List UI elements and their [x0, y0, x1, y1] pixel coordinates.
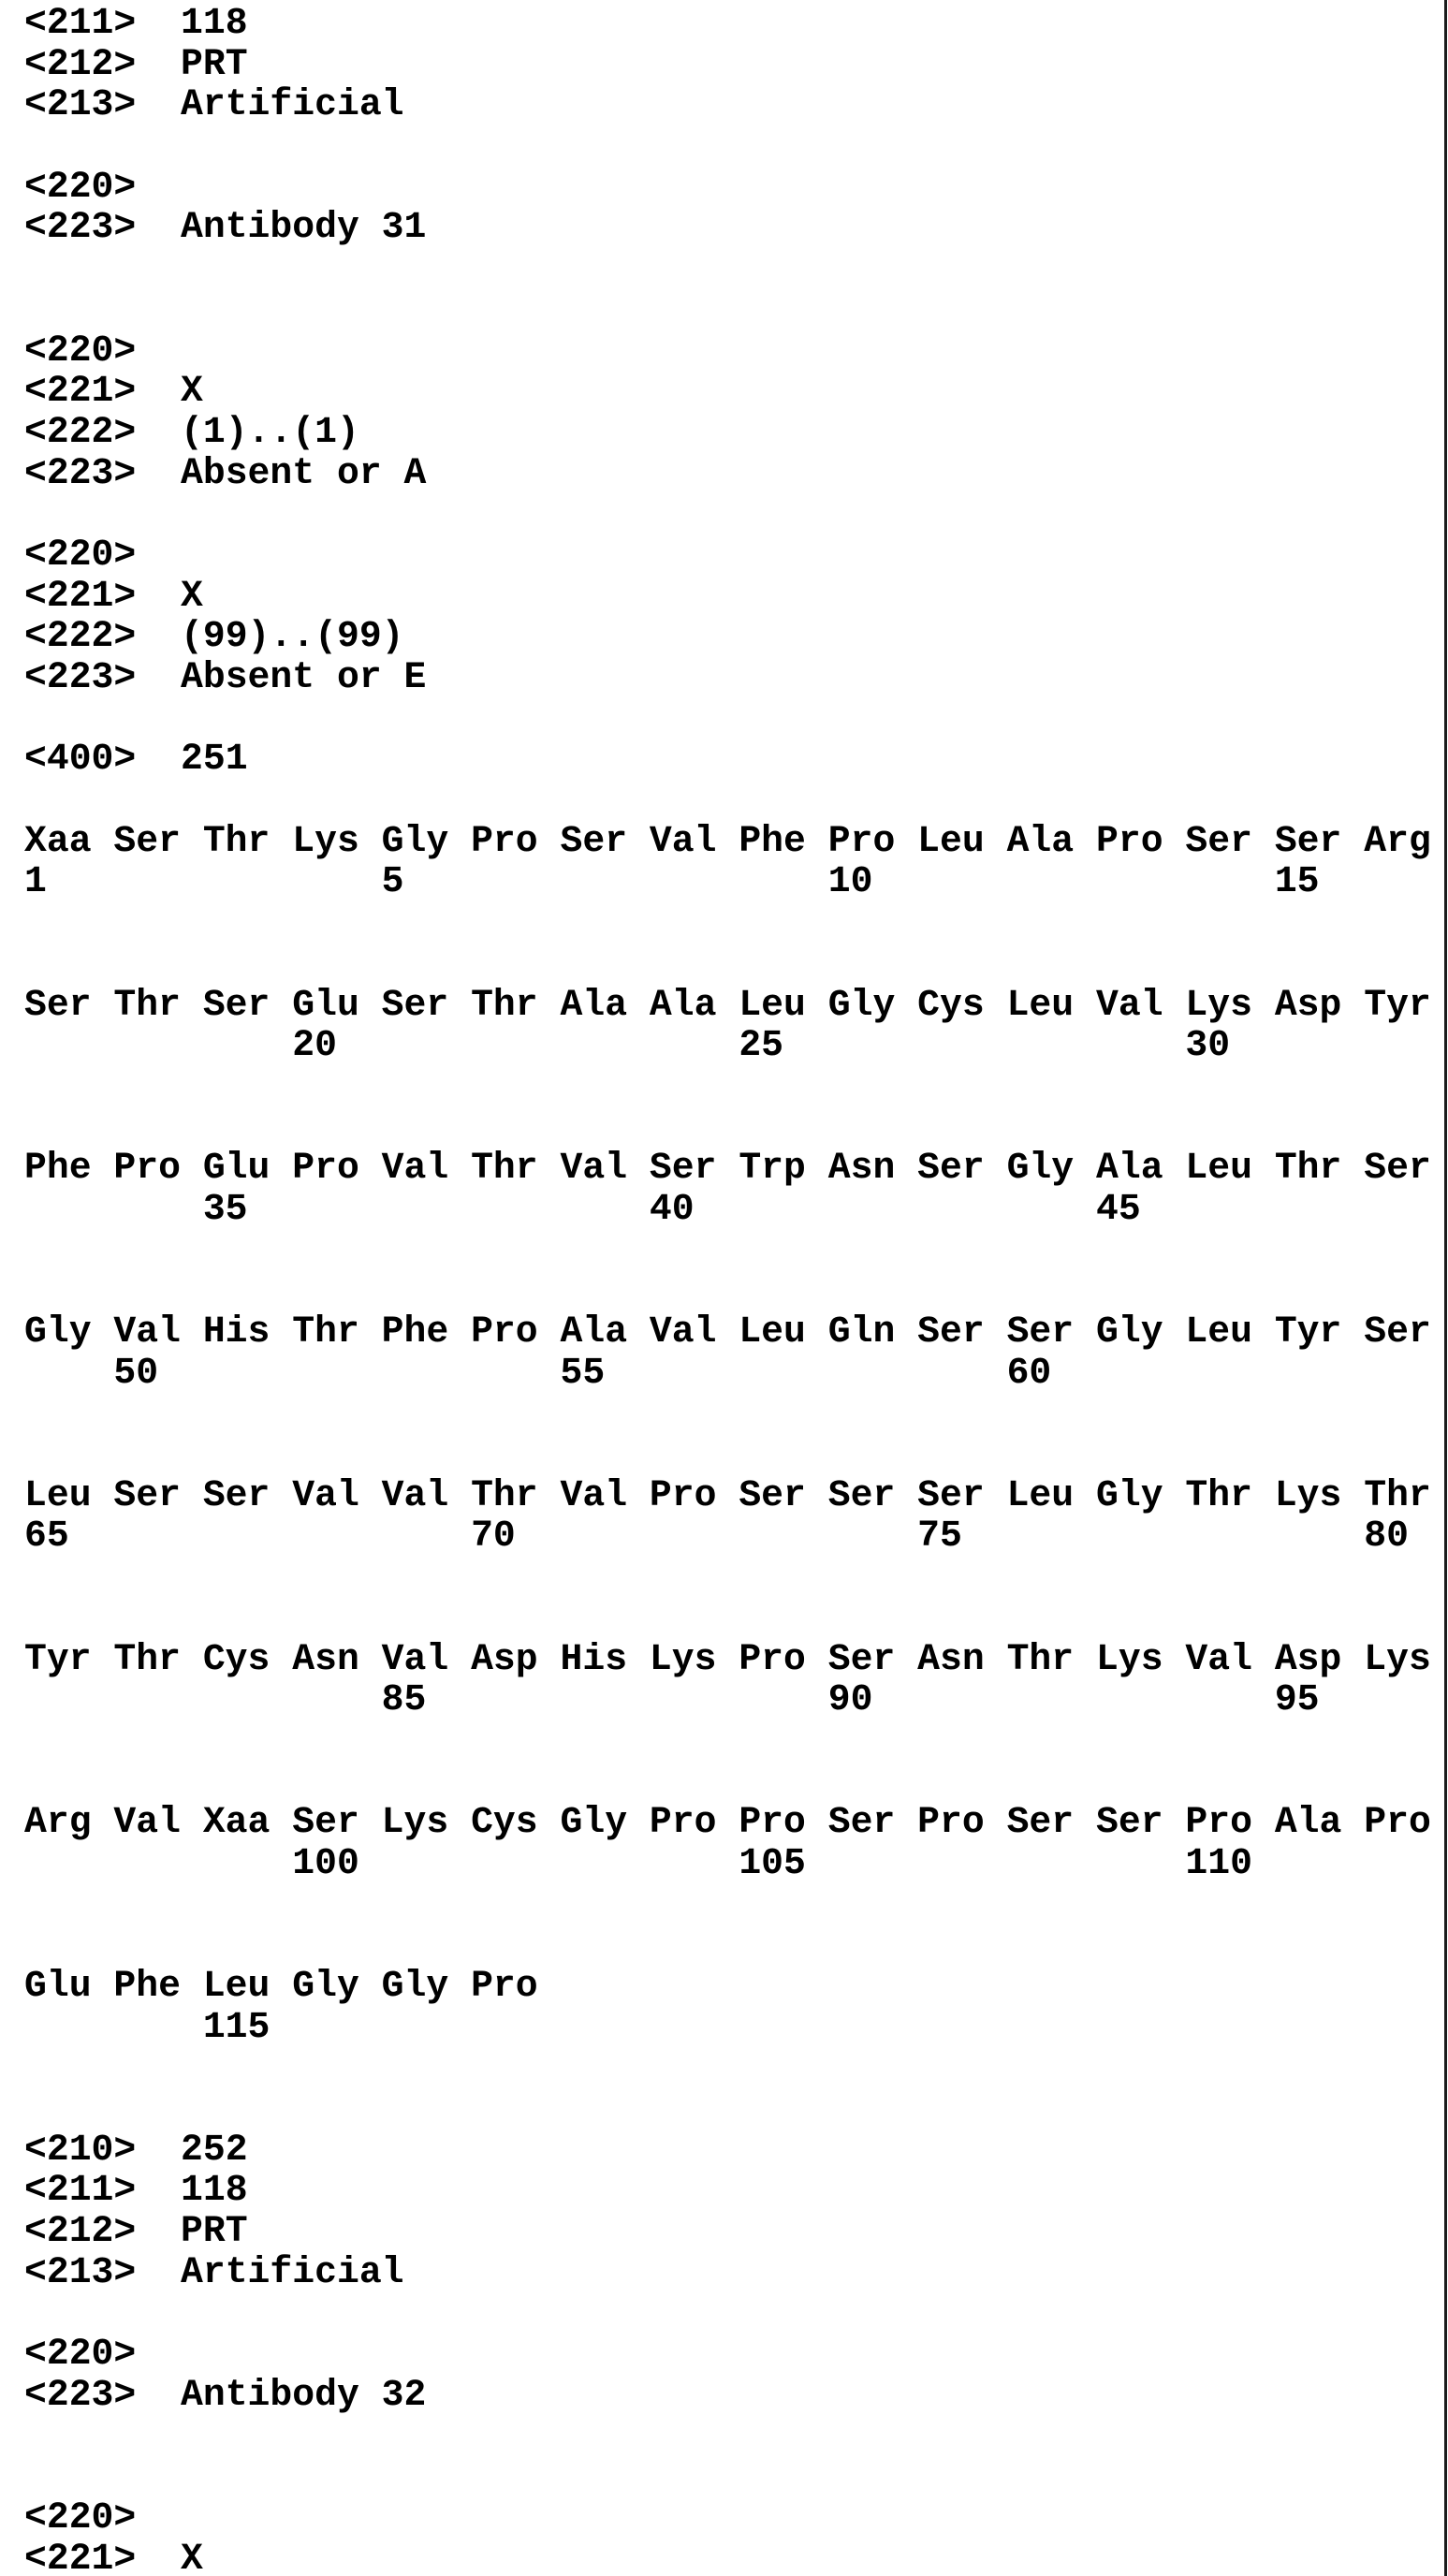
sequence-numbering-line: 1 5 10 15: [24, 860, 1320, 903]
sequence-numbering-line: 20 25 30: [24, 1024, 1231, 1067]
tag-line: [24, 576, 1448, 617]
tag-line: [24, 330, 1448, 372]
tag-value: Antibody 32: [180, 2373, 427, 2416]
tag-line: [24, 44, 1448, 85]
tag-line: [24, 3, 1448, 44]
blank-line: [24, 2416, 1448, 2457]
tag-value: X: [180, 574, 203, 617]
tag-line: [24, 2211, 1448, 2252]
tag-value: 252: [180, 2128, 248, 2171]
sequence-residues-line: Ser Thr Ser Glu Ser Thr Ala Ala Leu Gly Cys Leu Val Lys Asp Tyr: [24, 983, 1431, 1026]
tag-number: <223>: [24, 2373, 137, 2416]
tag-line: [24, 2170, 1448, 2211]
blank-line: [24, 1270, 1448, 1311]
tag-value: PRT: [180, 2210, 248, 2253]
tag-number: <220>: [24, 533, 137, 576]
sequence-numbering-line: 115: [24, 2005, 271, 2048]
tag-value: Artificial: [180, 2250, 404, 2293]
tag-line: [24, 167, 1448, 208]
sequence-residues-line: Phe Pro Glu Pro Val Thr Val Ser Trp Asn Ser Gly Ala Leu Thr Ser: [24, 1147, 1431, 1190]
blank-line: [24, 1762, 1448, 1803]
tag-number: <400>: [24, 738, 137, 781]
tag-number: <221>: [24, 370, 137, 413]
blank-line: [24, 1434, 1448, 1475]
tag-number: <210>: [24, 2128, 137, 2171]
tag-number: <211>: [24, 2169, 137, 2212]
blank-line: [24, 2456, 1448, 2497]
blank-line: [24, 1230, 1448, 1271]
tag-value: 251: [180, 738, 248, 781]
tag-line: [24, 739, 1448, 780]
tag-line: [24, 84, 1448, 125]
tag-line: [24, 2130, 1448, 2171]
sequence-residues-line: Gly Val His Thr Phe Pro Ala Val Leu Gln Ser Ser Gly Leu Tyr Ser: [24, 1310, 1431, 1353]
tag-line: [24, 657, 1448, 698]
sequence-residues-line: Arg Val Xaa Ser Lys Cys Gly Pro Pro Ser Pro Ser Ser Pro Ala Pro: [24, 1801, 1431, 1844]
tag-value: Absent or E: [180, 656, 427, 698]
tag-number: <220>: [24, 2333, 137, 2376]
tag-value: [136, 2333, 181, 2375]
tag-value: [136, 329, 181, 372]
sequence-residues-line: Glu Phe Leu Gly Gly Pro: [24, 1965, 538, 2007]
blank-line: [24, 248, 1448, 289]
tag-line: [24, 616, 1448, 657]
blank-line: [24, 698, 1448, 739]
blank-line: [24, 1925, 1448, 1966]
tag-value: Antibody 31: [180, 206, 427, 249]
blank-line: [24, 780, 1448, 821]
blank-line: [24, 1066, 1448, 1107]
tag-value: X: [180, 2537, 203, 2576]
tag-value: [136, 2496, 181, 2539]
tag-line: [24, 207, 1448, 248]
sequence-residues-line: Leu Ser Ser Val Val Thr Val Pro Ser Ser Ser Leu Gly Thr Lys Thr: [24, 1473, 1431, 1516]
tag-line: [24, 2375, 1448, 2416]
blank-line: [24, 1598, 1448, 1639]
blank-line: [24, 289, 1448, 330]
tag-number: <223>: [24, 451, 137, 494]
tag-number: <212>: [24, 42, 137, 85]
blank-line: [24, 1884, 1448, 1925]
blank-line: [24, 493, 1448, 534]
tag-number: <220>: [24, 2496, 137, 2539]
blank-line: [24, 2047, 1448, 2088]
sequence-numbering-line: 100 105 110: [24, 1841, 1252, 1884]
tag-number: <220>: [24, 329, 137, 372]
tag-line: [24, 453, 1448, 494]
tag-number: <221>: [24, 574, 137, 617]
tag-value: 118: [180, 2169, 248, 2212]
tag-value: X: [180, 370, 203, 413]
blank-line: [24, 1107, 1448, 1149]
tag-number: <223>: [24, 206, 137, 249]
tag-line: [24, 534, 1448, 576]
tag-line: [24, 2334, 1448, 2375]
tag-value: 118: [180, 2, 248, 44]
page-right-edge-line: [1444, 0, 1447, 2576]
tag-number: <220>: [24, 165, 137, 208]
blank-line: [24, 125, 1448, 167]
sequence-residues-line: Tyr Thr Cys Asn Val Asp His Lys Pro Ser Asn Thr Lys Val Asp Lys: [24, 1637, 1431, 1680]
tag-number: <222>: [24, 410, 137, 453]
tag-value: (99)..(99): [180, 615, 404, 658]
blank-line: [24, 1557, 1448, 1598]
tag-value: [136, 166, 181, 208]
blank-line: [24, 902, 1448, 944]
blank-line: [24, 1720, 1448, 1762]
tag-number: <223>: [24, 656, 137, 698]
sequence-numbering-line: 50 55 60: [24, 1351, 1052, 1394]
tag-line: [24, 371, 1448, 412]
sequence-listing-text: [24, 3, 1448, 2576]
sequence-numbering-line: 65 70 75 80: [24, 1515, 1409, 1558]
tag-number: <213>: [24, 83, 137, 126]
tag-line: [24, 412, 1448, 453]
tag-number: <212>: [24, 2210, 137, 2253]
tag-line: [24, 2539, 1448, 2576]
tag-value: (1)..(1): [180, 410, 359, 453]
blank-line: [24, 944, 1448, 985]
blank-line: [24, 2293, 1448, 2334]
blank-line: [24, 2088, 1448, 2130]
tag-number: <211>: [24, 2, 137, 44]
tag-value: [136, 534, 181, 576]
tag-line: [24, 2497, 1448, 2539]
tag-number: <213>: [24, 2250, 137, 2293]
blank-line: [24, 1393, 1448, 1434]
tag-number: <222>: [24, 615, 137, 658]
sequence-residues-line: Xaa Ser Thr Lys Gly Pro Ser Val Phe Pro Leu Ala Pro Ser Ser Arg: [24, 819, 1431, 862]
tag-line: [24, 2252, 1448, 2293]
sequence-numbering-line: 85 90 95: [24, 1678, 1320, 1721]
tag-value: PRT: [180, 42, 248, 85]
tag-value: Artificial: [180, 83, 404, 126]
sequence-numbering-line: 35 40 45: [24, 1187, 1141, 1230]
tag-value: Absent or A: [180, 451, 427, 494]
tag-number: <221>: [24, 2537, 137, 2576]
